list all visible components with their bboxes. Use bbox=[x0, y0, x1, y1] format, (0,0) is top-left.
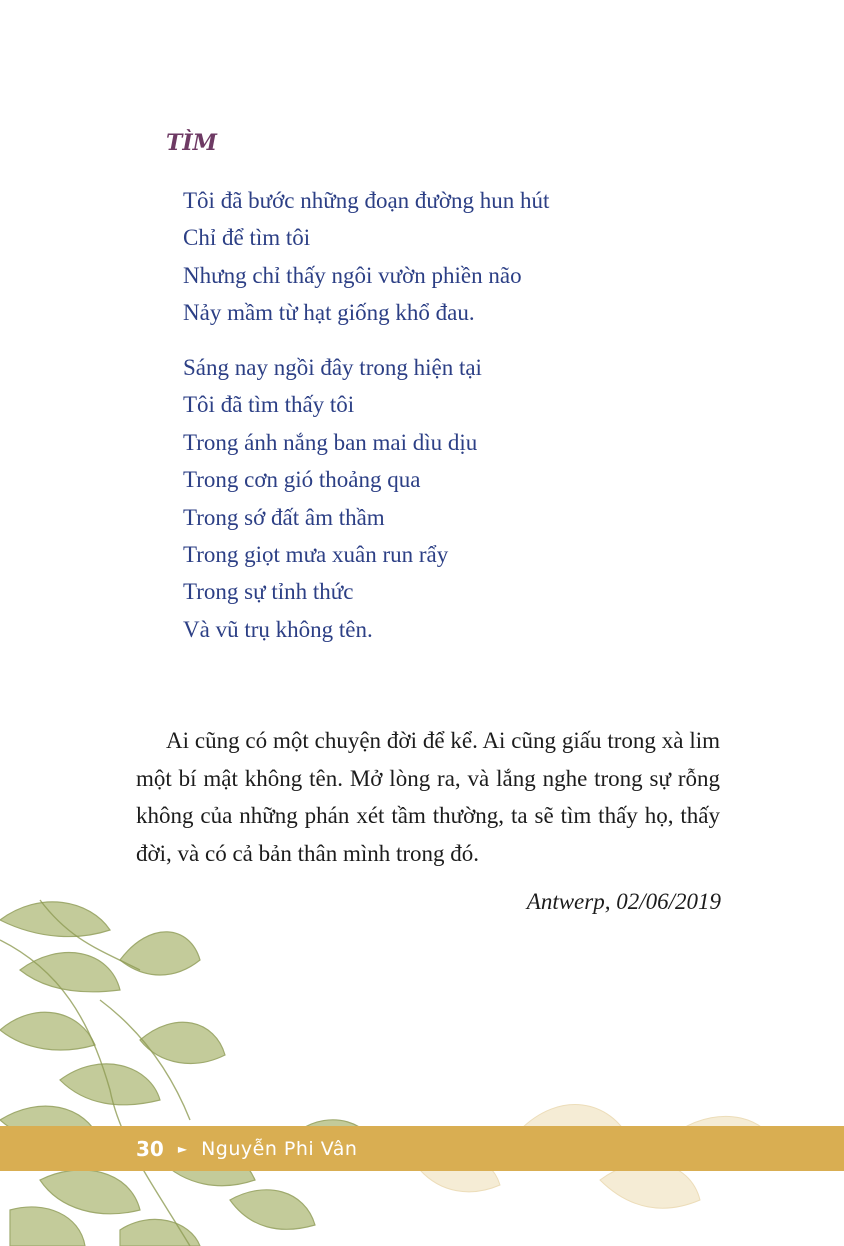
poem-line: Trong sự tỉnh thức bbox=[183, 579, 354, 605]
place-date-signature: Antwerp, 02/06/2019 bbox=[526, 889, 721, 914]
poem-line: Tôi đã bước những đoạn đường hun hút bbox=[183, 188, 550, 213]
author-name: Nguyễn Phi Vân bbox=[201, 1137, 358, 1160]
poem-title: TÌM bbox=[166, 130, 218, 156]
poem-stanza-2 bbox=[183, 349, 482, 648]
poem-line: Nhưng chỉ thấy ngôi vườn phiền não bbox=[183, 262, 522, 288]
foliage-illustration bbox=[0, 880, 844, 1246]
poem-line: Trong ánh nắng ban mai dìu dịu bbox=[183, 429, 478, 455]
arrow-right-icon: ► bbox=[177, 1141, 188, 1156]
poem-line: Sáng nay ngồi đây trong hiện tại bbox=[183, 355, 482, 380]
poem-stanza-1 bbox=[183, 182, 549, 332]
prose-paragraph: Ai cũng có một chuyện đời để kể. Ai cũng giấu trong xà lim một bí mật không tên. Mở lòng ra, và lắng nghe trong sự rỗng không của những phán xét tầm thường, ta sẽ tìm thấy họ, thấy đời, và có cả bản thân mình trong đó. bbox=[136, 728, 720, 866]
poem-line: Nảy mầm từ hạt giống khổ đau. bbox=[183, 300, 475, 326]
page-number: 30 bbox=[136, 1136, 164, 1161]
poem-line: Trong cơn gió thoảng qua bbox=[183, 467, 421, 493]
poem-line: Trong sớ đất âm thầm bbox=[183, 504, 385, 530]
poem-line: Và vũ trụ không tên. bbox=[183, 616, 373, 642]
poem-line: Trong giọt mưa xuân run rẩy bbox=[183, 542, 449, 568]
running-footer bbox=[136, 1126, 357, 1171]
poem-line: Tôi đã tìm thấy tôi bbox=[183, 392, 355, 418]
footer-band bbox=[0, 1126, 844, 1171]
poem-line: Chỉ để tìm tôi bbox=[183, 225, 311, 251]
